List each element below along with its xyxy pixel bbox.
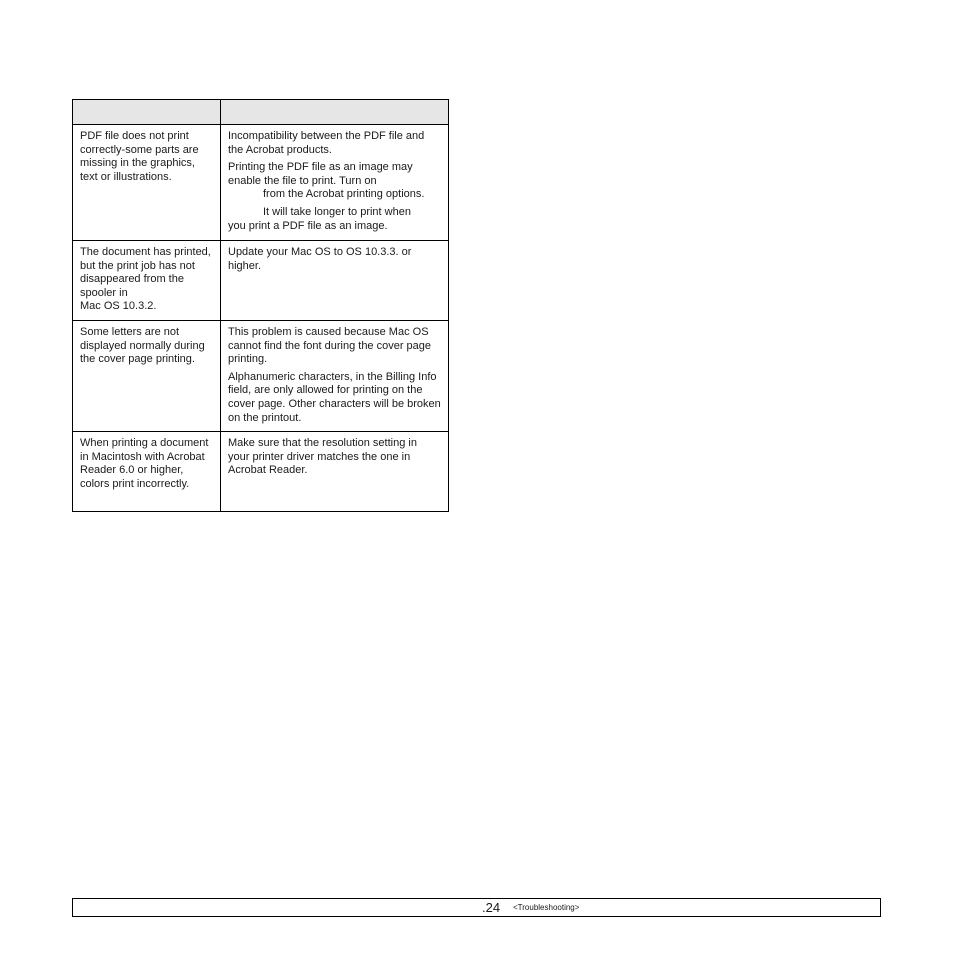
page-footer [72,898,881,917]
problem-cell [73,241,221,321]
solution-text: Incompatibility between the PDF file and the Acrobat products. [228,130,425,156]
solution-text-part: from the Acrobat printing options. [263,188,425,201]
table-row [73,125,449,241]
problem-text: PDF file does not print correctly-some parts are missing in the graphics, text or illustrations. [80,130,199,183]
solution-cell [221,432,449,512]
problem-cell [73,321,221,432]
problem-cell [73,125,221,241]
troubleshooting-table [72,99,449,512]
problem-cell [73,432,221,512]
problem-column-header [73,100,221,125]
solution-text [228,206,441,233]
table-row [73,432,449,512]
solution-text-part: Printing the PDF file as an image may enable the file to print. Turn on [228,161,413,187]
problem-text: When printing a document in Macintosh with Acrobat Reader 6.0 or higher, colors print incorrectly. [80,437,209,490]
table-row [73,241,449,321]
problem-text-part: Mac OS 10.3.2. [80,300,157,313]
solution-text [228,161,441,202]
solution-cell [221,241,449,321]
solution-text: This problem is caused because Mac OS cannot find the font during the cover page printing. [228,326,432,366]
page-number: .24 [482,900,501,915]
table-header-row [73,100,449,125]
problem-text: Some letters are not displayed normally during the cover page printing. [80,326,205,366]
solution-text: Make sure that the resolution setting in your printer driver matches the one in Acrobat Reader. [228,437,417,477]
solution-text-part: you print a PDF file as an image. [228,219,388,232]
table-row [73,321,449,432]
problem-text [80,246,213,314]
solution-text: Update your Mac OS to OS 10.3.3. or higher. [228,246,412,272]
solution-text-part: It will take longer to print when [263,205,411,218]
solution-text: Alphanumeric characters, in the Billing Info field, are only allowed for printing on the cover page. Other characters will be broken on the printout. [228,370,441,424]
problem-text-part: The document has printed, but the print job has not disappeared from the spooler in [80,246,211,299]
solution-column-header [221,100,449,125]
solution-cell [221,321,449,432]
solution-cell [221,125,449,241]
section-name: <Troubleshooting> [513,903,580,912]
